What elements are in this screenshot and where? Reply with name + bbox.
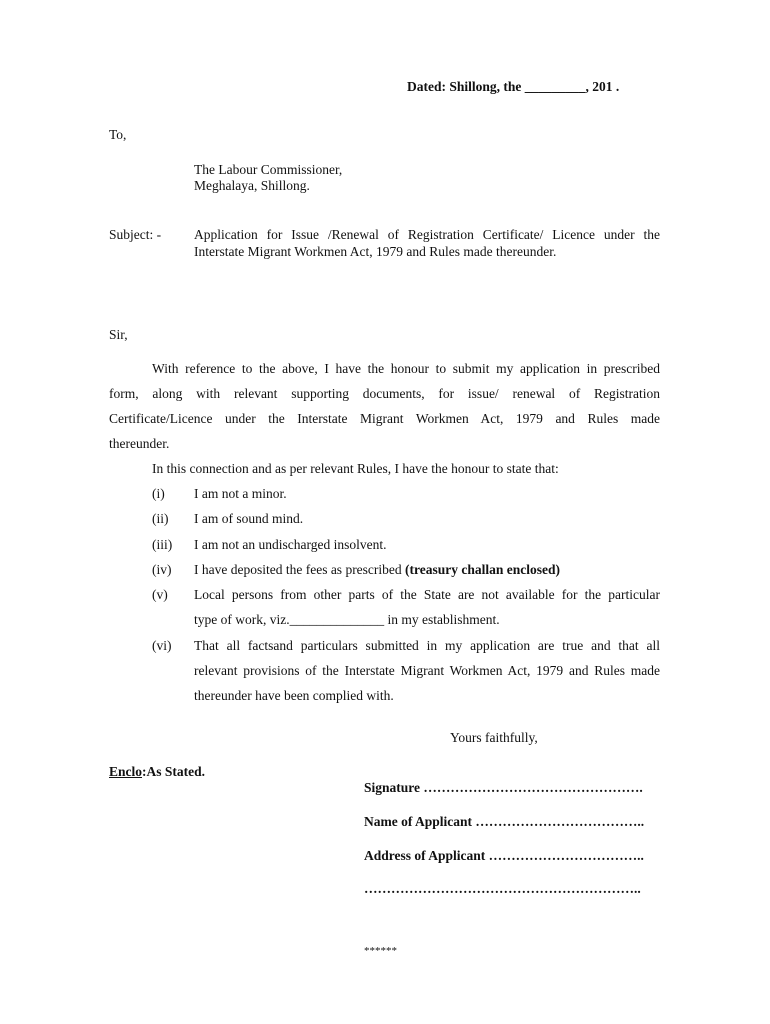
applicant-address-continuation: …………………………………………………….. (364, 881, 641, 896)
item-text: I am of sound mind. (194, 511, 304, 526)
item-number: (v) (152, 587, 168, 602)
item-text-line-2: relevant provisions of the Interstate Migrant Workmen Act, 1979 and Rules made (194, 663, 660, 678)
body-line-1: With reference to the above, I have the honour to submit my application in prescribed (152, 361, 660, 376)
item-text: I am not a minor. (194, 486, 287, 501)
item-text-line-1: Local persons from other parts of the State are not available for the particular (194, 587, 660, 602)
signature-field: Signature …………………………………………. (364, 780, 643, 795)
enclosure-value: :As Stated. (142, 764, 206, 779)
closing: Yours faithfully, (450, 730, 538, 745)
body-line-3: Certificate/Licence under the Interstate Migrant Workmen Act, 1979 and Rules made (109, 411, 660, 426)
item-number: (vi) (152, 638, 172, 653)
addressee-line-1: The Labour Commissioner, (194, 162, 343, 177)
subject-line-2: Interstate Migrant Workmen Act, 1979 and Rules made thereunder. (194, 244, 557, 259)
item-text: I am not an undischarged insolvent. (194, 537, 387, 552)
item-text-line-2: type of work, viz.______________ in my establishment. (194, 612, 500, 627)
subject-label: Subject: - (109, 227, 162, 242)
item-text-emphasis: (treasury challan enclosed) (405, 562, 561, 577)
end-mark: ****** (364, 945, 397, 957)
item-number: (iv) (152, 562, 172, 577)
connection-line: In this connection and as per relevant Rules, I have the honour to state that: (152, 461, 559, 476)
item-number: (i) (152, 486, 165, 501)
item-text-line-3: thereunder have been complied with. (194, 688, 394, 703)
item-text-line (194, 562, 560, 578)
body-line-2: form, along with relevant supporting documents, for issue/ renewal of Registration (109, 386, 660, 401)
salutation: Sir, (109, 327, 128, 342)
to-label: To, (109, 127, 127, 142)
enclosure-line (109, 764, 205, 780)
subject-line-1: Application for Issue /Renewal of Registration Certificate/ Licence under the (194, 227, 660, 242)
item-text: I have deposited the fees as prescribed (194, 562, 406, 577)
item-number: (iii) (152, 537, 173, 552)
enclosure-label: Enclo (109, 764, 143, 779)
item-text-line-1: That all factsand particulars submitted in my application are true and that all (194, 638, 660, 653)
addressee-line-2: Meghalaya, Shillong. (194, 178, 310, 193)
applicant-name-field: Name of Applicant ……………………………….. (364, 814, 645, 829)
item-number: (ii) (152, 511, 169, 526)
body-line-4: thereunder. (109, 436, 170, 451)
dated-line: Dated: Shillong, the _________, 201 . (407, 79, 620, 94)
applicant-address-field: Address of Applicant …………………………….. (364, 848, 644, 863)
